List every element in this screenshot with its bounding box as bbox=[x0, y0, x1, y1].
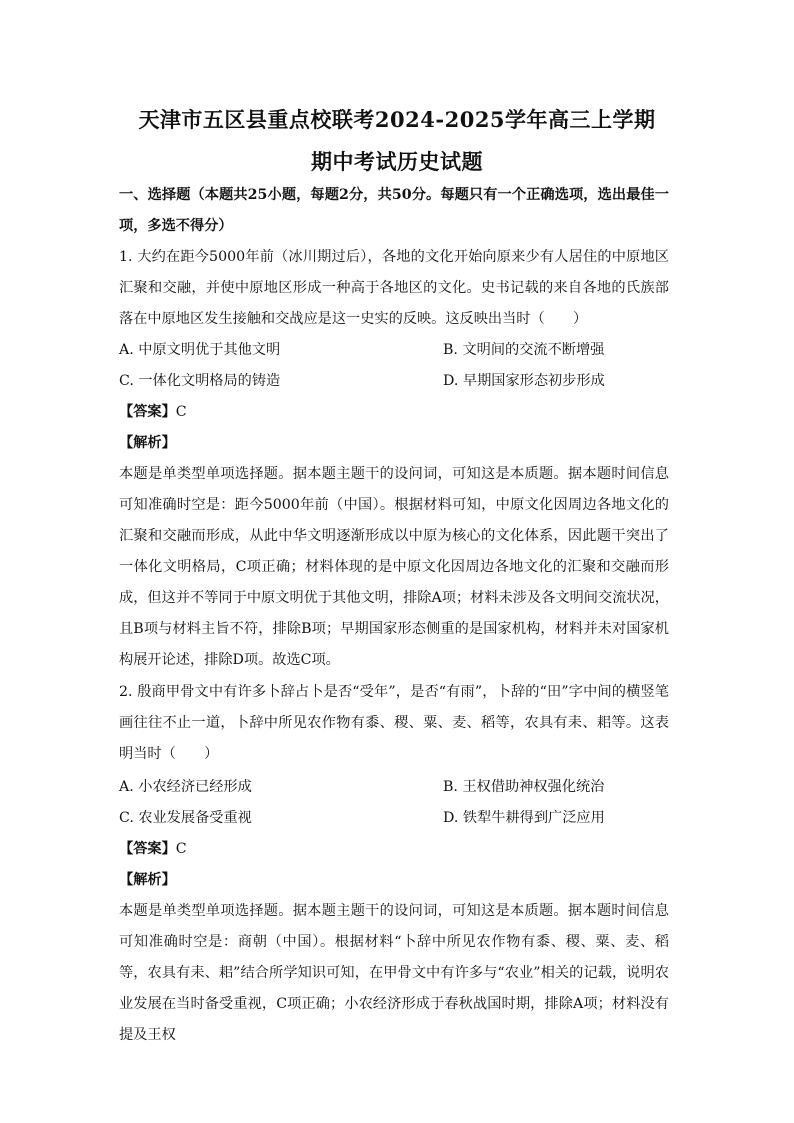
question-2-options-row-2 bbox=[119, 803, 679, 834]
question-1-answer bbox=[119, 397, 187, 428]
section-header: 一、选择题（本题共25小题，每题2分，共50分。每题只有一个正确选项，选出最佳一项，多选不得分） bbox=[119, 187, 669, 234]
question-2-option-a: A. 小农经济已经形成 bbox=[119, 779, 252, 795]
question-2-stem: 2. 殷商甲骨文中有许多卜辞占卜是否“受年”，是否“有雨”，卜辞的“田”字中间的横竖笔画往往不止一道，卜辞中所见农作物有黍、稷、粟、麦、稻等，农具有耒、耜等。这表明当时（ ） bbox=[119, 684, 669, 762]
question-1-option-c: C. 一体化文明格局的铸造 bbox=[119, 373, 281, 389]
question-1-option-d: D. 早期国家形态初步形成 bbox=[443, 373, 605, 389]
analysis-label: 【解析】 bbox=[119, 872, 176, 888]
question-1-options-row-2 bbox=[119, 366, 679, 397]
answer-label: 【答案】 bbox=[119, 404, 176, 420]
question-1-option-b: B. 文明间的交流不断增强 bbox=[443, 342, 605, 358]
question-2-analysis: 本题是单类型单项选择题。据本题主题干的设问词，可知这是本质题。据本题时间信息可知准确时空是：商朝（中国）。根据材料“卜辞中所见农作物有黍、稷、粟、麦、稻等，农具有耒、耜”结合所学知识可知，在甲骨文中有许多与“农业”相关的记载，说明农业发展在当时备受重视，C项正确；小农经济形成于春秋战国时期，排除A项；材料没有提及王权 bbox=[119, 903, 669, 1043]
question-1-options-row-1 bbox=[119, 335, 679, 366]
analysis-label: 【解析】 bbox=[119, 435, 176, 451]
question-1-stem: 1. 大约在距今5000年前（冰川期过后），各地的文化开始向原来少有人居住的中原地区汇聚和交融，并使中原地区形成一种高于各地区的文化。史书记载的来自各地的氏族部落在中原地区发生接触和交战应是这一史实的反映。这反映出当时（ ） bbox=[119, 249, 669, 327]
question-2-option-b: B. 王权借助神权强化统治 bbox=[443, 779, 605, 795]
question-1-analysis-label bbox=[119, 428, 176, 459]
question-2-analysis-label bbox=[119, 865, 176, 896]
document-title-line2: 期中考试历史试题 bbox=[311, 149, 483, 174]
question-2-option-d: D. 铁犁牛耕得到广泛应用 bbox=[443, 810, 605, 826]
question-2-options-row-1 bbox=[119, 772, 679, 803]
answer-value: C bbox=[175, 841, 187, 857]
document-title-line1: 天津市五区县重点校联考2024-2025学年高三上学期 bbox=[138, 107, 656, 132]
question-2-option-c: C. 农业发展备受重视 bbox=[119, 810, 252, 826]
answer-label: 【答案】 bbox=[119, 841, 176, 857]
question-1-analysis: 本题是单类型单项选择题。据本题主题干的设问词，可知这是本质题。据本题时间信息可知准确时空是：距今5000年前（中国）。根据材料可知，中原文化因周边各地文化的汇聚和交融而形成，从此中华文明逐渐形成以中原为核心的文化体系，因此题干突出了一体化文明格局，C项正确；材料体现的是中原文化因周边各地文化的汇聚和交融而形成，但这并不等同于中原文明优于其他文明，排除A项；材料未涉及各文明间交流状况，且B项与材料主旨不符，排除B项；早期国家形态侧重的是国家机构，材料并未对国家机构展开论述，排除D项。故选C项。 bbox=[119, 466, 669, 668]
question-1-option-a: A. 中原文明优于其他文明 bbox=[119, 342, 281, 358]
answer-value: C bbox=[175, 404, 187, 420]
question-2-answer bbox=[119, 834, 187, 865]
